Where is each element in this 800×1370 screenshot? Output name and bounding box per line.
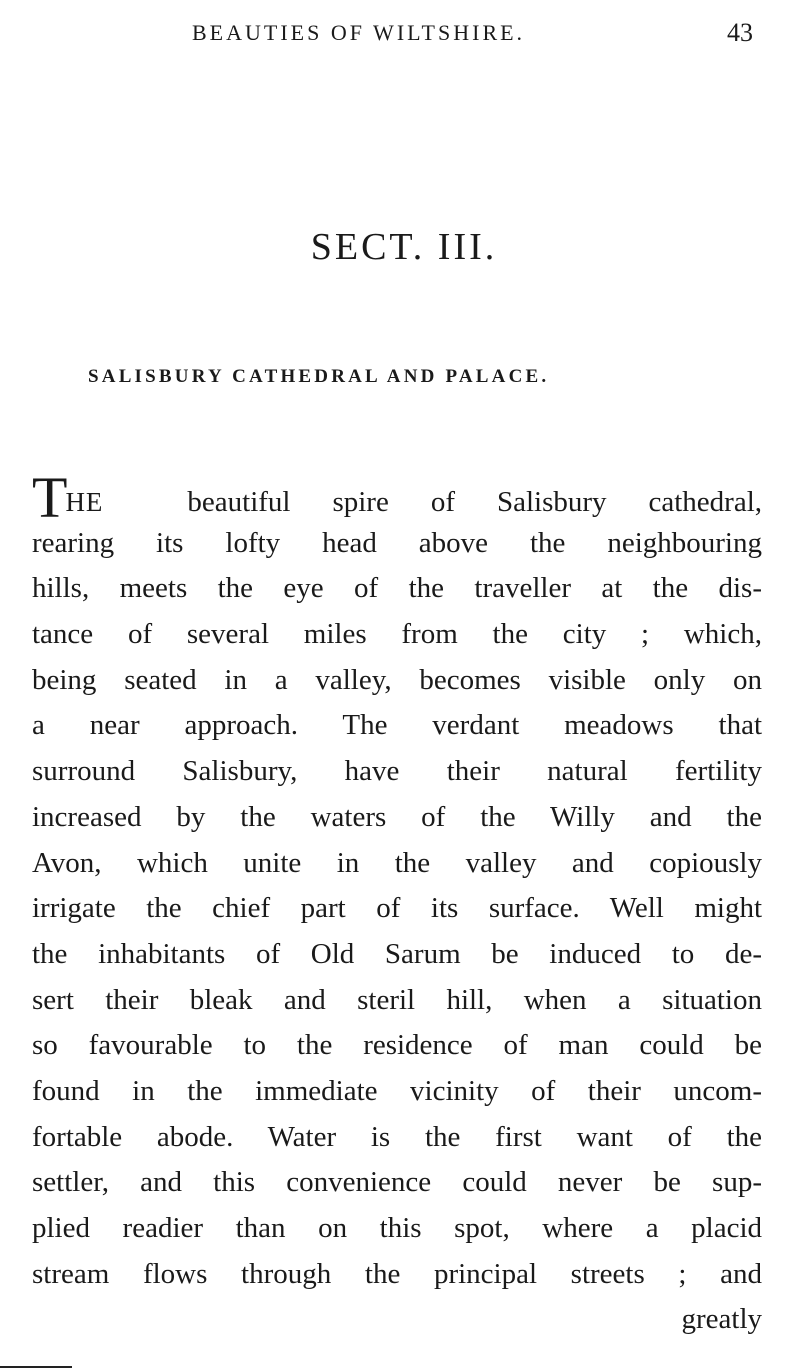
text-line: plied readier than on this spot, where a placid xyxy=(32,1212,762,1244)
text-line: found in the immediate vicinity of their uncom- xyxy=(32,1074,762,1107)
text-line-content: beautiful spire of Salisbury cathedral, xyxy=(187,486,762,518)
section-subtitle: SALISBURY CATHEDRAL AND PALACE. xyxy=(88,366,550,387)
first-word-rest: HE xyxy=(65,487,104,517)
text-line: sert their bleak and steril hill, when a situation xyxy=(32,983,762,1016)
text-line: fortable abode. Water is the first want of the xyxy=(32,1120,762,1153)
text-line: irrigate the chief part of its surface. Well might xyxy=(32,892,762,925)
text-line: stream flows through the principal streets ; and xyxy=(32,1257,762,1290)
body-text xyxy=(32,465,762,1343)
running-title: BEAUTIES OF WILTSHIRE. xyxy=(192,20,526,45)
text-line xyxy=(32,465,762,530)
text-line: surround Salisbury, have their natural fertility xyxy=(32,755,762,788)
page-number: 43 xyxy=(727,18,753,47)
text-line: rearing its lofty head above the neighbouring xyxy=(32,526,762,559)
text-line: tance of several miles from the city ; which, xyxy=(32,618,762,651)
text-line: the inhabitants of Old Sarum be induced to de- xyxy=(32,937,762,970)
section-heading: SECT. III. xyxy=(310,226,498,268)
text-line: so favourable to the residence of man could be xyxy=(32,1029,762,1062)
text-line: increased by the waters of the Willy and the xyxy=(32,800,762,833)
text-line: settler, and this convenience could never be sup- xyxy=(32,1166,762,1199)
text-line: hills, meets the eye of the traveller at the dis- xyxy=(32,572,762,605)
text-line: being seated in a valley, becomes visible only on xyxy=(32,663,762,696)
running-head xyxy=(0,20,800,52)
text-line: Avon, which unite in the valley and copiously xyxy=(32,846,762,879)
footer-rule xyxy=(0,1366,72,1368)
drop-cap: T xyxy=(32,465,68,530)
catchword: greatly xyxy=(681,1303,762,1336)
text-line: a near approach. The verdant meadows that xyxy=(32,709,762,742)
